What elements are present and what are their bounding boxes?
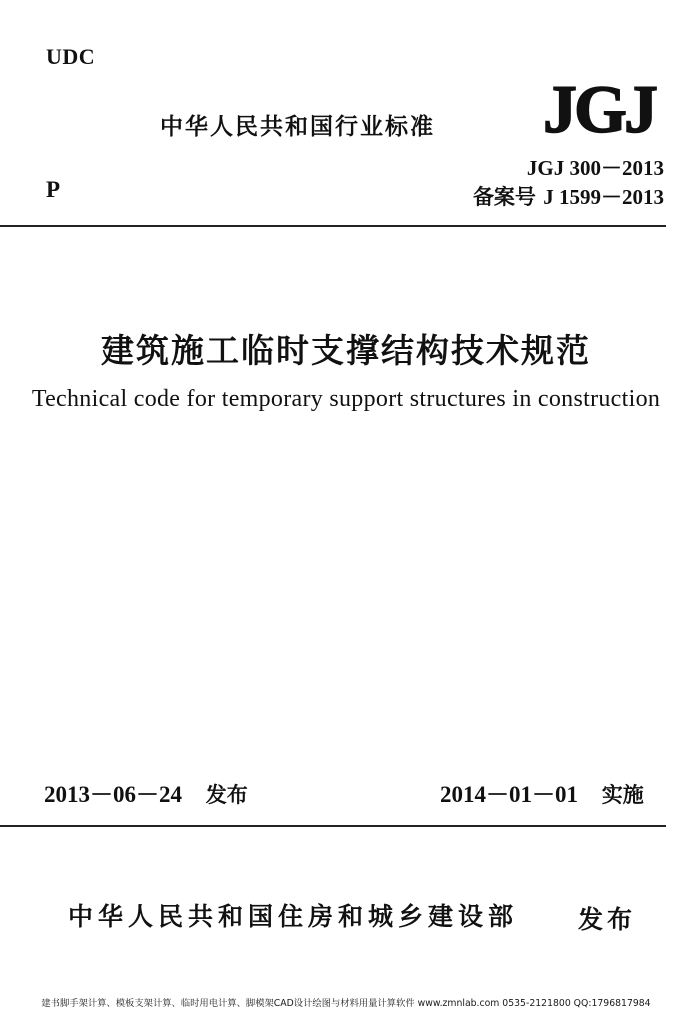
title-chinese: 建筑施工临时支撑结构技术规范 — [101, 331, 591, 370]
footer-divider — [0, 825, 666, 827]
industry-standard-heading: 中华人民共和国行业标准 — [160, 114, 435, 140]
record-number-line — [473, 183, 664, 212]
record-label: 备案号 — [472, 185, 536, 209]
issue-date: 2013－06－24 — [44, 782, 182, 807]
record-number: J 1599－2013 — [543, 185, 664, 209]
logo-text: JGJ — [543, 72, 655, 142]
effective-date: 2014－01－01 — [440, 782, 578, 807]
effective-date-line — [440, 776, 644, 809]
standard-number: JGJ 300－2013 — [526, 156, 664, 180]
issuing-authority-label: 发布 — [578, 905, 637, 934]
header-divider — [0, 225, 666, 227]
standard-number-block — [473, 154, 664, 212]
software-ad-footer: 建书脚手架计算、模板支架计算、临时用电计算、脚模架CAD设计绘图与材料用量计算软件 www.zmnlab.com 0535-2121800 QQ:1796817984 — [41, 998, 651, 1009]
effective-label: 实施 — [601, 783, 644, 807]
issue-date-line — [44, 776, 248, 809]
classification-code: P — [46, 177, 61, 202]
issuing-authority: 中华人民共和国住房和城乡建设部 — [68, 902, 519, 931]
udc-label: UDC — [46, 44, 96, 69]
title-english: Technical code for temporary support structures in construction — [31, 386, 661, 412]
jgj-logo — [532, 72, 666, 142]
issue-label: 发布 — [205, 783, 248, 807]
